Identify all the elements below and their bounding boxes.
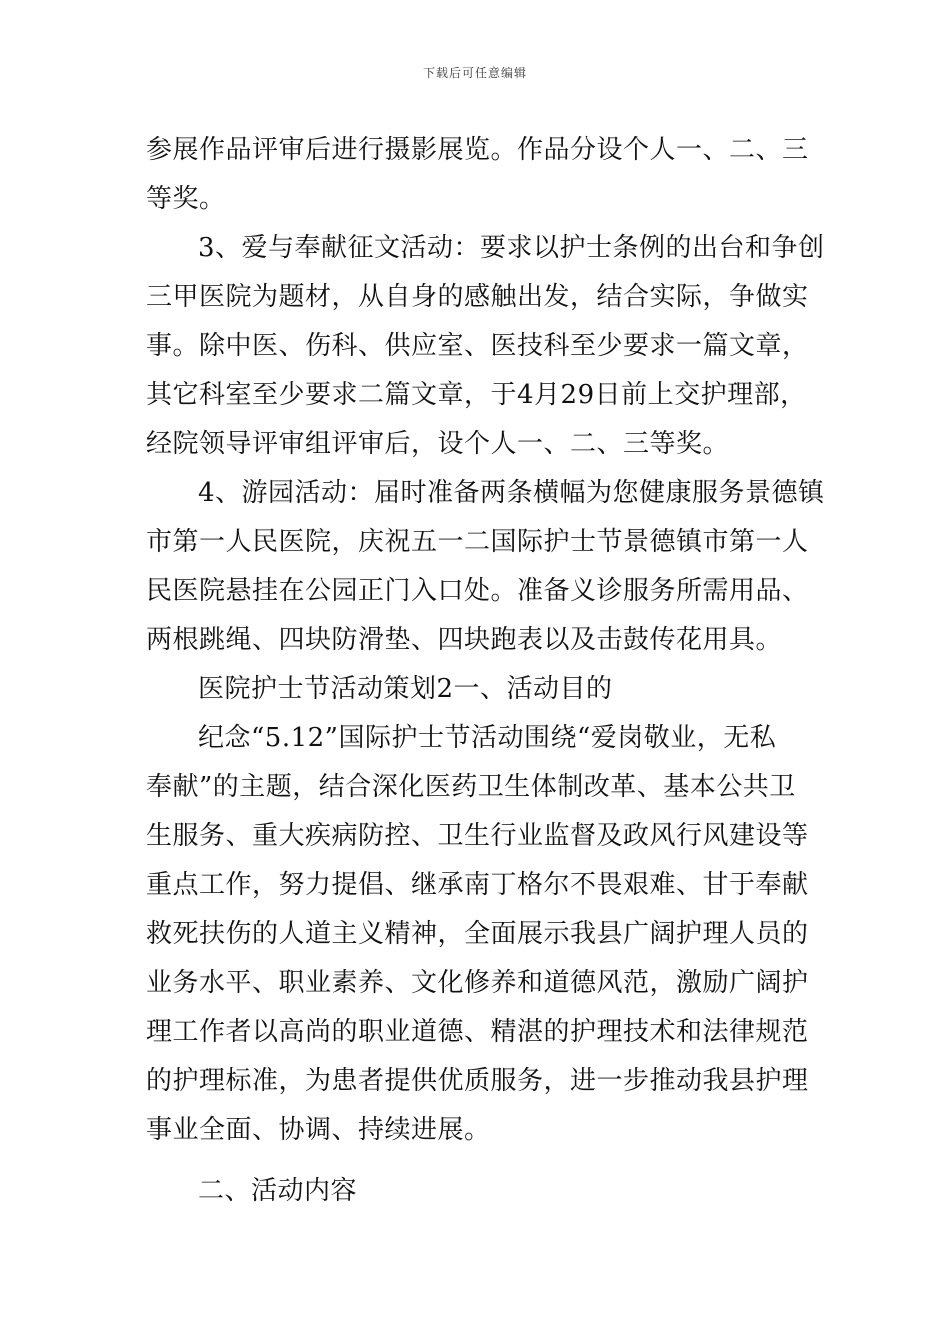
paragraph-line: 市第一人民医院，庆祝五一二国际护士节景德镇市第一人	[146, 527, 809, 557]
document-body	[146, 126, 825, 1216]
paragraph-line: 等奖。	[146, 184, 226, 214]
paragraph-line: 3、爱与奉献征文活动：要求以护士条例的出台和争创	[198, 233, 825, 263]
paragraph-line: 经院领导评审组评审后，设个人一、二、三等奖。	[146, 429, 730, 459]
paragraph-line: 纪念“5.12”国际护士节活动围绕“爱岗敬业，无私	[198, 723, 777, 753]
paragraph-line: 事业全面、协调、持续进展。	[146, 1115, 491, 1145]
paragraph-line: 三甲医院为题材，从自身的感触出发，结合实际，争做实	[146, 282, 809, 312]
paragraph-line: 理工作者以高尚的职业道德、精湛的护理技术和法律规范	[146, 1017, 809, 1047]
section-heading: 医院护士节活动策划2一、活动目的	[198, 674, 613, 704]
paragraph-line: 奉献”的主题，结合深化医药卫生体制改革、基本公共卫	[146, 772, 796, 802]
paragraph-line: 事。除中医、伤科、供应室、医技科至少要求一篇文章，	[146, 331, 809, 361]
paragraph-line: 两根跳绳、四块防滑垫、四块跑表以及击鼓传花用具。	[146, 625, 783, 655]
paragraph-line: 参展作品评审后进行摄影展览。作品分设个人一、二、三	[146, 135, 809, 165]
paragraph-line: 重点工作，努力提倡、继承南丁格尔不畏艰难、甘于奉献	[146, 870, 809, 900]
paragraph-line: 业务水平、职业素养、文化修养和道德风范，激励广阔护	[146, 968, 809, 998]
paragraph-line: 救死扶伤的人道主义精神，全面展示我县广阔护理人员的	[146, 919, 809, 949]
paragraph-line: 生服务、重大疾病防控、卫生行业监督及政风行风建设等	[146, 821, 809, 851]
paragraph-line: 其它科室至少要求二篇文章，于4月29日前上交护理部，	[146, 380, 807, 410]
paragraph-line: 4、游园活动：届时准备两条横幅为您健康服务景德镇	[198, 478, 825, 508]
paragraph-line: 的护理标准，为患者提供优质服务，进一步推动我县护理	[146, 1066, 809, 1096]
section-heading: 二、活动内容	[198, 1176, 358, 1206]
page-header: 下载后可任意编辑	[422, 66, 527, 80]
paragraph-line: 民医院悬挂在公园正门入口处。准备义诊服务所需用品、	[146, 576, 809, 606]
